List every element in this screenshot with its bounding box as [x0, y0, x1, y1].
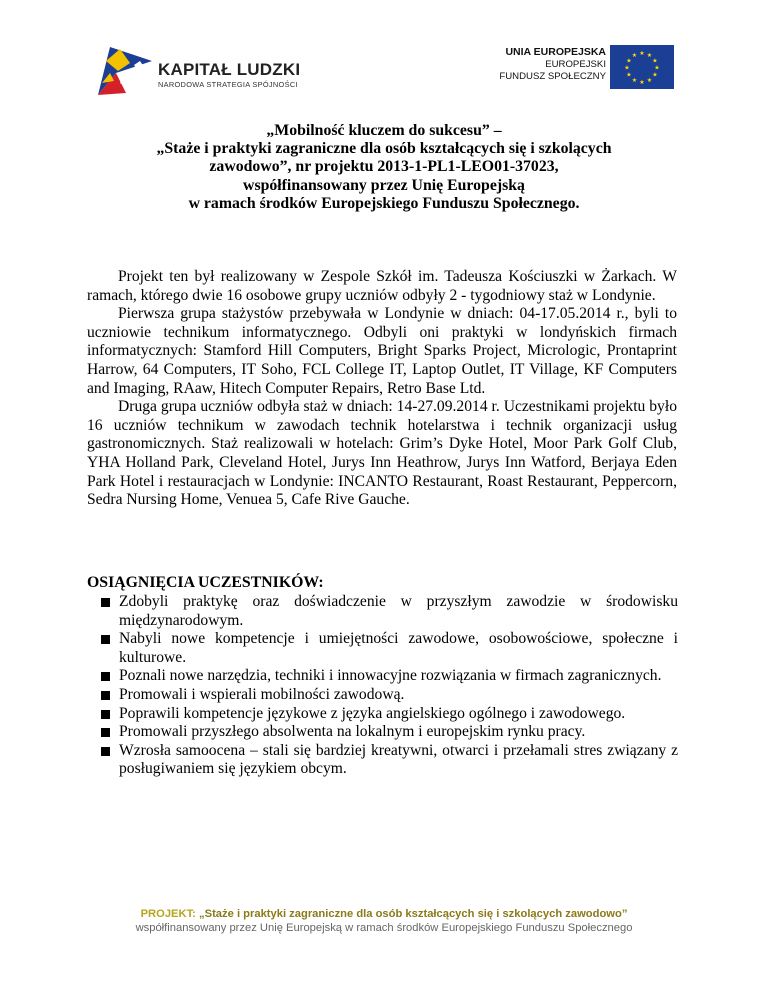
title-line-2: „Staże i praktyki zagraniczne dla osób kształcących się i szkolących	[156, 140, 612, 158]
list-item	[100, 723, 678, 742]
title-line-5: w ramach środków Europejskiego Funduszu Społecznego.	[188, 194, 580, 212]
paragraph-intro: Projekt ten był realizowany w Zespole Szkół im. Tadeusza Kościuszki w Żarkach. W ramach, którego dwie 16 osobowe grupy uczniów odbyły 2 - tygodniowy staż w Londynie.	[87, 268, 677, 304]
eu-logo-text	[499, 46, 606, 84]
svg-text:★: ★	[626, 71, 632, 79]
square-bullet-icon	[101, 672, 110, 681]
svg-text:★: ★	[631, 77, 638, 84]
list-item	[100, 630, 678, 667]
list-item	[100, 705, 678, 724]
square-bullet-icon	[101, 598, 110, 607]
list-item-text: Wzrosła samoocena – stali się bardziej kreatywni, otwarci i przełamali stres związany z posługiwaniem się językiem obcym.	[119, 741, 678, 778]
paragraph-second-group: Druga grupa uczniów odbyła staż w dniach: 14-27.09.2014 r. Uczestnikami projektu było 16 uczniów technikum w zawodach technik hotelarstwa i technik organizacji usług gastronomicznych. Staż realizowali w hotelach: Grim’s Dyke Hotel, Moor Park Golf Club, YHA Holland Park, Cleveland Hotel, Jurys Inn Heathrow, Jurys Inn Watford, Berjaya Eden Park Hotel i restauracjach w Londynie: INCANTO Restaurant, Roast Restaurant, Peppercorn, Sedra Nursing Home, Venuea 5, Cafe Rive Gauche.	[87, 398, 677, 509]
achievements-list	[100, 593, 678, 779]
eu-line-3: FUNDUSZ SPOŁECZNY	[499, 71, 606, 82]
eu-flag-icon	[610, 45, 674, 89]
svg-text:★: ★	[631, 52, 638, 59]
list-item-text: Poznali nowe narzędzia, techniki i innowacyjne rozwiązania w firmach zagranicznych.	[119, 667, 662, 685]
svg-text:★: ★	[639, 50, 645, 57]
kapital-ludzki-subtitle: NARODOWA STRATEGIA SPÓJNOŚCI	[158, 80, 298, 89]
list-item-text: Nabyli nowe kompetencje i umiejętności zawodowe, osobowościowe, społeczne i kulturowe.	[119, 630, 678, 666]
page-footer	[60, 907, 708, 935]
svg-text:★: ★	[624, 64, 630, 72]
list-item-text: Promowali i wspierali mobilności zawodową.	[119, 685, 405, 703]
list-item-text: Zdobyli praktykę oraz doświadczenie w przyszłym zawodzie w środowisku międzynarodowym.	[119, 593, 678, 629]
document-body	[87, 268, 677, 510]
square-bullet-icon	[101, 728, 110, 737]
paragraph-first-group: Pierwsza grupa stażystów przebywała w Londynie w dniach: 04-17.05.2014 r., byli to uczniowie technikum informatycznego. Odbyli oni praktyki w londyńskich firmach informatycznych: Stamford Hill Computers, Bright Sparks Project, Micrologic, Prontaprint Harrow, 64 Computers, IT Soho, FCL College IT, Laptop Outlet, IT Village, KF Computers and Imaging, RAaw, Hitech Computer Repairs, Retro Base Ltd.	[87, 305, 677, 397]
svg-text:★: ★	[626, 57, 632, 65]
list-item	[100, 667, 678, 686]
kapital-ludzki-emblem-icon	[96, 43, 154, 97]
square-bullet-icon	[101, 635, 110, 644]
kapital-ludzki-title: KAPITAŁ LUDZKI	[158, 60, 301, 79]
title-line-4: współfinansowany przez Unię Europejską	[243, 176, 525, 194]
list-item-text: Promowali przyszłego absolwenta na lokalnym i europejskim rynku pracy.	[119, 723, 586, 741]
square-bullet-icon	[101, 710, 110, 719]
footer-line-1	[60, 907, 708, 921]
square-bullet-icon	[101, 691, 110, 700]
footer-line-2: współfinansowany przez Unię Europejską w ramach środków Europejskiego Funduszu Społecznego	[135, 922, 633, 934]
footer-project-label: PROJEKT:	[140, 908, 196, 920]
footer-project-title: „Staże i praktyki zagraniczne dla osób kształcących się i szkolących zawodowo”	[199, 908, 628, 920]
svg-text:★: ★	[639, 79, 645, 86]
svg-text:★: ★	[652, 57, 658, 65]
document-title	[80, 122, 688, 213]
list-item	[100, 686, 678, 705]
list-item-text: Poprawili kompetencje językowe z języka angielskiego ogólnego i zawodowego.	[119, 704, 626, 722]
list-item	[100, 593, 678, 630]
svg-text:★: ★	[654, 64, 660, 72]
svg-text:★: ★	[652, 71, 658, 79]
eu-line-2: EUROPEJSKI	[545, 58, 606, 70]
kapital-ludzki-logo	[96, 43, 326, 97]
title-line-3: zawodowo”, nr projektu 2013-1-PL1-LEO01-37023,	[209, 158, 559, 176]
title-line-1: „Mobilność kluczem do sukcesu” –	[266, 122, 502, 139]
square-bullet-icon	[101, 747, 110, 756]
svg-text:★: ★	[646, 77, 653, 84]
list-item	[100, 742, 678, 779]
eu-logo	[494, 45, 674, 91]
achievements-heading: OSIĄGNIĘCIA UCZESTNIKÓW:	[87, 574, 324, 591]
svg-text:★: ★	[646, 52, 653, 59]
eu-line-1: UNIA EUROPEJSKA	[505, 46, 606, 58]
